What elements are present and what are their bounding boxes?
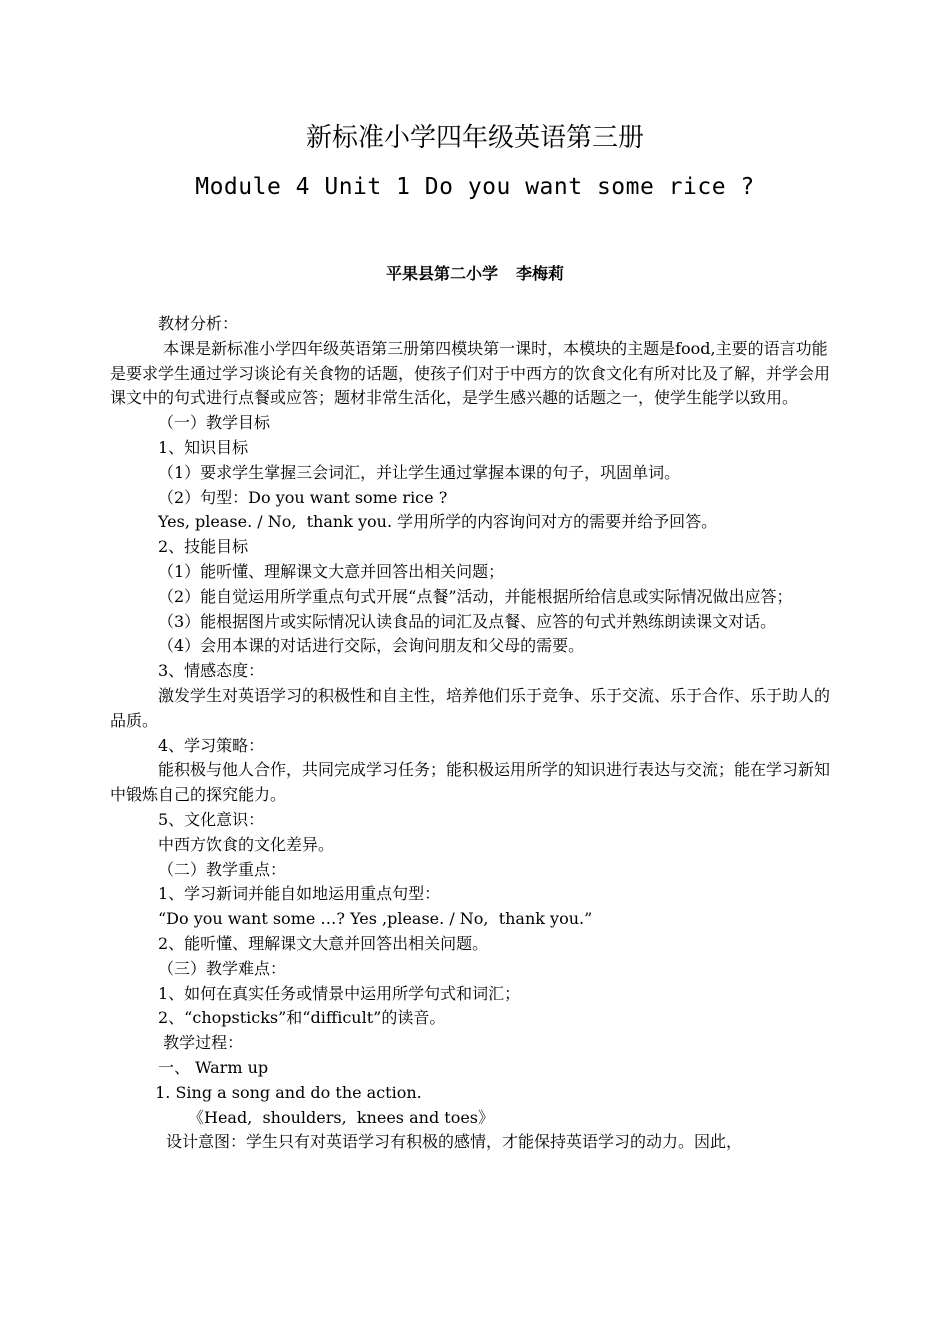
body-paragraph: （二）教学重点： xyxy=(158,859,287,879)
author-line xyxy=(0,261,950,287)
body-paragraph: 设计意图：学生只有对英语学习有积极的感情，才能保持英语学习的动力。因此， xyxy=(166,1132,743,1152)
body-paragraph: 教学过程： xyxy=(158,1033,244,1053)
document-subtitle: Module 4 Unit 1 Do you want some rice ? xyxy=(195,174,755,200)
body-paragraph: 3、情感态度： xyxy=(158,661,265,681)
body-paragraph: 本课是新标准小学四年级英语第三册第四模块第一课时，本模块的主题是food,主要的语言功能是要求学生通过学习谈论有关食物的话题，使孩子们对于中西方的饮食文化有所对比及了解，并学会用课文中的句式进行点餐或应答；题材非常生活化，是学生感兴趣的话题之一，使学生能学以致用。 xyxy=(110,338,831,408)
author-school: 平果县第二小学 xyxy=(385,264,498,283)
body-paragraph: （1）能听懂、理解课文大意并回答出相关问题； xyxy=(158,561,505,581)
author-name: 李梅莉 xyxy=(516,264,565,283)
body-paragraph: 2、技能目标 xyxy=(158,537,249,557)
body-paragraph: “Do you want some …? Yes ,please. / No, thank you.” xyxy=(158,909,593,929)
body-paragraph: （1）要求学生掌握三会词汇，并让学生通过掌握本课的句子，巩固单词。 xyxy=(158,462,681,482)
body-paragraph: （2）句型：Do you want some rice ? xyxy=(158,487,448,507)
body-paragraph: （2）能自觉运用所学重点句式开展“点餐”活动，并能根据所给信息或实际情况做出应答； xyxy=(158,586,793,606)
body-paragraph: 1、如何在真实任务或情景中运用所学句式和词汇； xyxy=(158,983,521,1003)
body-paragraph: 中西方饮食的文化差异。 xyxy=(158,834,335,854)
body-paragraph: 教材分析： xyxy=(158,314,239,333)
body-paragraph: 4、学习策略： xyxy=(158,735,265,755)
body-paragraph: 能积极与他人合作，共同完成学习任务；能积极运用所学的知识进行表达与交流；能在学习新知中锻炼自己的探究能力。 xyxy=(110,760,831,805)
body-paragraph: 5、文化意识： xyxy=(158,809,265,829)
body-paragraph: 2、能听懂、理解课文大意并回答出相关问题。 xyxy=(158,933,489,953)
body-paragraph: 1、学习新词并能自如地运用重点句型： xyxy=(158,884,441,904)
body-paragraph: Yes, please. / No, thank you. 学用所学的内容询问对方的需要并给予回答。 xyxy=(158,512,718,532)
body-paragraph: 激发学生对英语学习的积极性和自主性，培养他们乐于竞争、乐于交流、乐于合作、乐于助人的品质。 xyxy=(110,685,831,730)
body-paragraph: （三）教学难点： xyxy=(158,958,287,978)
body-paragraph: 2、“chopsticks”和“difficult”的读音。 xyxy=(158,1008,446,1028)
body-paragraph: 《Head, shoulders, knees and toes》 xyxy=(188,1107,495,1127)
document-title: 新标准小学四年级英语第三册 xyxy=(305,123,644,153)
body-paragraph: 1、知识目标 xyxy=(158,437,249,457)
body-paragraph: （一）教学目标 xyxy=(158,413,271,433)
body-paragraph: 一、 Warm up xyxy=(158,1057,269,1077)
body-paragraph: 1. Sing a song and do the action. xyxy=(150,1082,422,1102)
document-body xyxy=(110,312,843,1155)
body-paragraph: （3）能根据图片或实际情况认读食品的词汇及点餐、应答的句式并熟练朗读课文对话。 xyxy=(158,611,777,631)
body-paragraph: （4）会用本课的对话进行交际，会询问朋友和父母的需要。 xyxy=(158,636,585,656)
